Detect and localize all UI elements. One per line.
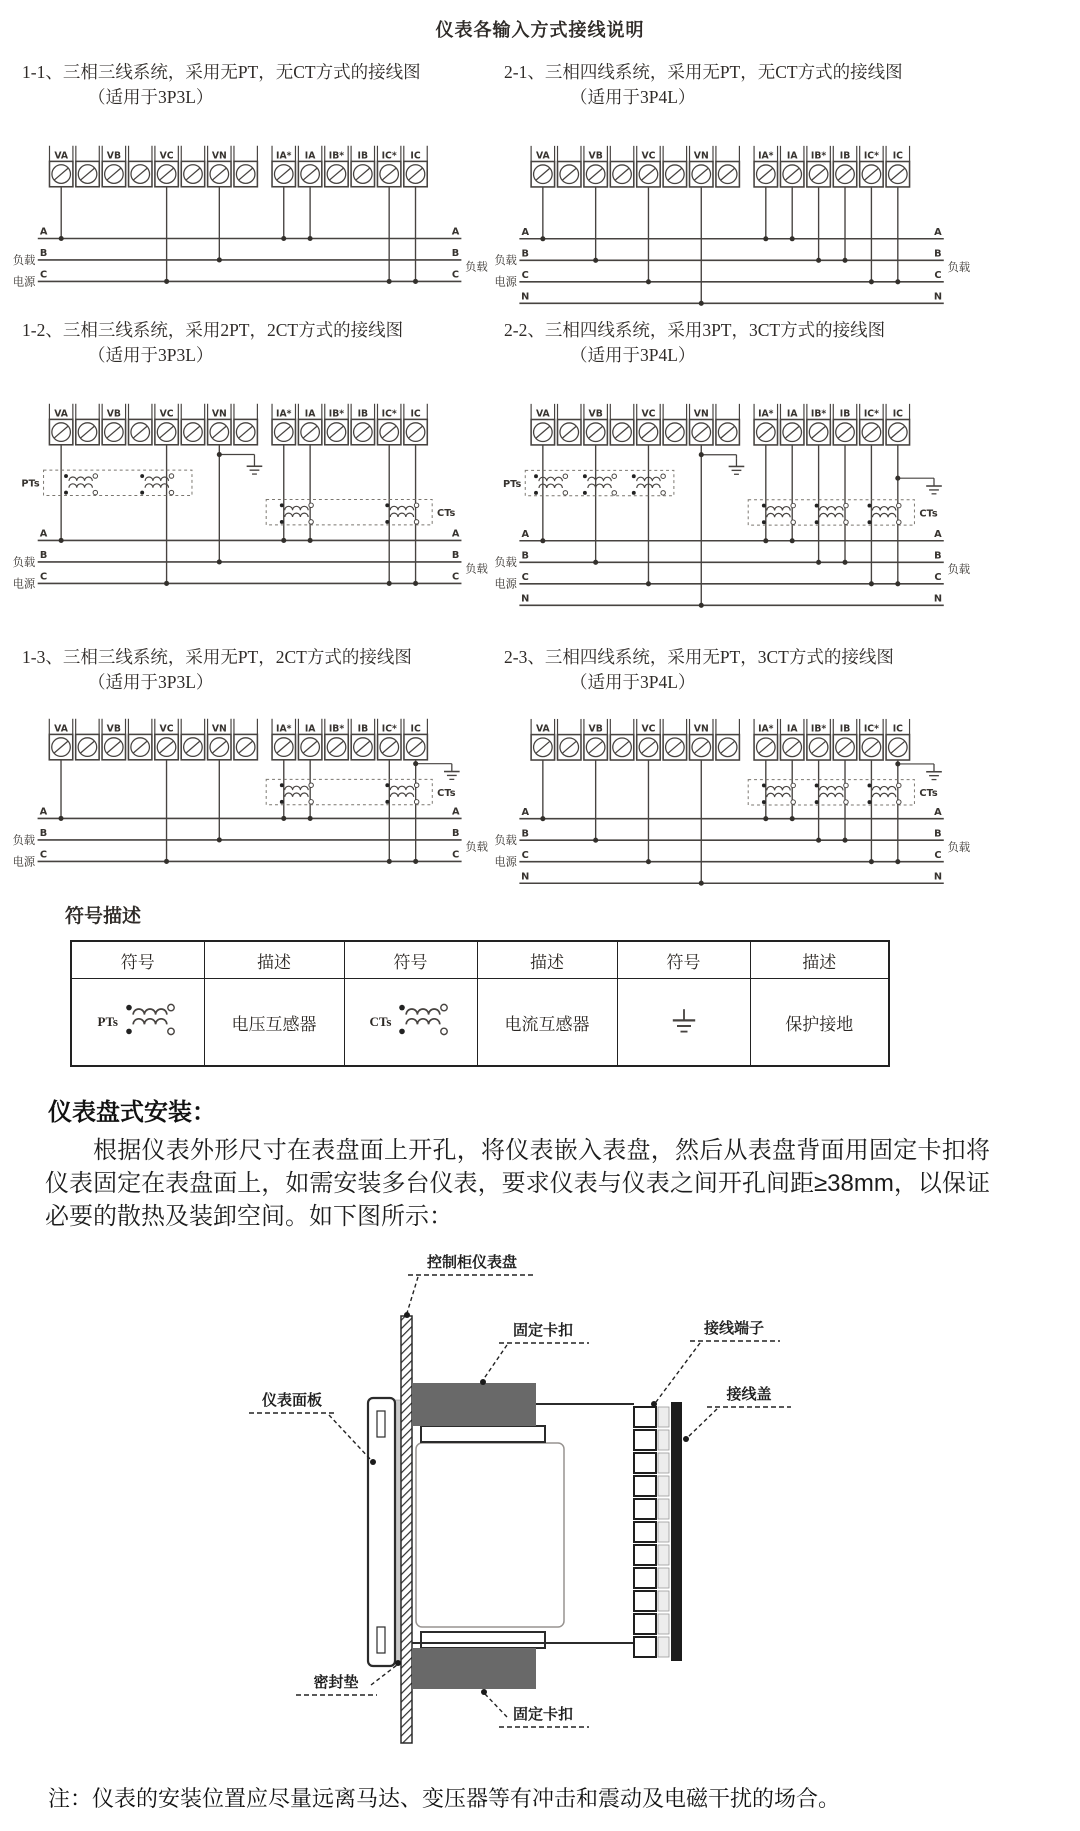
- svg-text:CTs: CTs: [437, 508, 456, 520]
- svg-text:负载: 负载: [494, 556, 517, 570]
- svg-text:IC*: IC*: [863, 408, 879, 420]
- svg-text:VC: VC: [641, 723, 656, 735]
- svg-text:C: C: [521, 849, 529, 861]
- svg-text:N: N: [521, 593, 530, 605]
- svg-text:IB*: IB*: [810, 150, 827, 162]
- svg-text:IA*: IA*: [276, 150, 292, 162]
- svg-text:IB*: IB*: [328, 408, 345, 420]
- wiring-diagram-2-3: [492, 709, 978, 901]
- diagram-title: 1-1、三相三线系统，采用无PT，无CT方式的接线图: [22, 62, 421, 82]
- svg-text:IA*: IA*: [758, 723, 774, 735]
- svg-text:A: A: [39, 226, 48, 238]
- svg-text:C: C: [452, 571, 460, 583]
- svg-text:IA*: IA*: [276, 723, 292, 735]
- svg-text:A: A: [451, 528, 460, 540]
- label-front-panel: [249, 1391, 376, 1465]
- diagram-title: 1-2、三相三线系统，采用2PT，2CT方式的接线图: [22, 320, 404, 340]
- svg-text:负载: 负载: [947, 840, 971, 854]
- svg-text:C: C: [40, 269, 48, 281]
- svg-text:负载: 负载: [494, 834, 517, 848]
- diagram-subtitle: （适用于3P4L）: [570, 672, 696, 692]
- svg-text:VC: VC: [159, 723, 174, 735]
- ct-symbol-label: CTs: [369, 1014, 392, 1029]
- svg-text:VN: VN: [693, 150, 709, 162]
- svg-text:VB: VB: [106, 408, 121, 420]
- svg-text:VN: VN: [693, 408, 709, 420]
- wiring-cover-bar: [671, 1402, 682, 1661]
- svg-text:电源: 电源: [494, 577, 517, 591]
- svg-text:B: B: [934, 248, 942, 260]
- symbol-section-heading: 符号描述: [65, 906, 142, 927]
- svg-text:B: B: [934, 550, 942, 562]
- svg-text:IA*: IA*: [758, 150, 774, 162]
- svg-text:A: A: [39, 528, 48, 540]
- svg-text:IC: IC: [892, 723, 903, 735]
- svg-text:IA: IA: [786, 723, 798, 735]
- terminal-blocks: [634, 1407, 669, 1657]
- svg-text:IB*: IB*: [328, 150, 345, 162]
- svg-text:A: A: [451, 806, 460, 818]
- diagram-title: 2-2、三相四线系统，采用3PT，3CT方式的接线图: [504, 320, 886, 340]
- svg-text:IC*: IC*: [863, 723, 879, 735]
- bottom-note: 注：仪表的安装位置应尽量远离马达、变压器等有冲击和震动及电磁干扰的场合。: [48, 1786, 841, 1811]
- svg-text:B: B: [451, 248, 460, 260]
- installation-drawing: [240, 1243, 800, 1753]
- label-fixing-clip-top: [480, 1321, 589, 1385]
- diagram-title: 2-1、三相四线系统，采用无PT，无CT方式的接线图: [504, 62, 903, 82]
- svg-text:A: A: [934, 806, 942, 818]
- col-header: 描述: [477, 941, 617, 979]
- svg-text:B: B: [521, 550, 529, 562]
- diagram-section-1-1: [10, 60, 496, 299]
- svg-text:IC: IC: [410, 150, 421, 162]
- svg-text:A: A: [521, 806, 530, 818]
- svg-text:IC: IC: [892, 150, 903, 162]
- symbol-table-row: [71, 979, 889, 1067]
- svg-text:IB: IB: [357, 150, 369, 162]
- svg-text:A: A: [934, 226, 942, 238]
- diagram-section-1-3: [10, 645, 496, 879]
- panel-board: [401, 1316, 412, 1743]
- pt-symbol-label: PTs: [97, 1014, 118, 1029]
- svg-text:C: C: [934, 269, 942, 281]
- meter-body: [416, 1443, 564, 1627]
- svg-text:N: N: [933, 871, 943, 883]
- svg-text:C: C: [521, 571, 529, 583]
- wiring-diagram-1-2: [10, 394, 496, 601]
- svg-text:VN: VN: [211, 408, 227, 420]
- col-header: 描述: [750, 941, 889, 979]
- svg-text:B: B: [39, 828, 48, 840]
- svg-text:IA*: IA*: [276, 408, 292, 420]
- svg-text:VC: VC: [159, 150, 174, 162]
- svg-text:负载: 负载: [465, 840, 488, 854]
- svg-text:IC: IC: [892, 408, 903, 420]
- svg-text:固定卡扣: 固定卡扣: [512, 1706, 574, 1723]
- svg-text:VA: VA: [54, 408, 68, 420]
- svg-text:VN: VN: [693, 723, 709, 735]
- svg-text:B: B: [451, 550, 460, 562]
- svg-text:VA: VA: [535, 150, 550, 162]
- svg-text:C: C: [451, 269, 460, 281]
- svg-text:B: B: [521, 248, 529, 260]
- fixing-clip-top: [412, 1383, 536, 1426]
- svg-text:N: N: [521, 871, 530, 883]
- svg-text:VB: VB: [588, 150, 603, 162]
- svg-text:N: N: [933, 593, 943, 605]
- svg-text:N: N: [521, 291, 530, 303]
- svg-text:IB: IB: [839, 723, 851, 735]
- ct-symbol-desc: 电流互感器: [477, 979, 617, 1067]
- fixing-clip-bottom: [412, 1648, 536, 1689]
- diagram-subtitle: （适用于3P4L）: [570, 87, 696, 107]
- svg-text:VC: VC: [159, 408, 174, 420]
- diagram-title: 2-3、三相四线系统，采用无PT，3CT方式的接线图: [504, 647, 894, 667]
- svg-text:B: B: [39, 550, 48, 562]
- svg-text:电源: 电源: [494, 855, 517, 869]
- ground-symbol-desc: 保护接地: [750, 979, 889, 1067]
- ground-icon: [656, 1005, 712, 1039]
- wiring-diagram-2-2: [492, 394, 978, 623]
- svg-text:接线端子: 接线端子: [703, 1320, 765, 1337]
- svg-text:IB: IB: [357, 408, 369, 420]
- label-fixing-clip-bottom: [481, 1689, 589, 1727]
- diagram-subtitle: （适用于3P4L）: [570, 345, 696, 365]
- svg-text:C: C: [934, 849, 942, 861]
- svg-text:CTs: CTs: [919, 788, 938, 800]
- svg-text:电源: 电源: [12, 275, 36, 289]
- svg-text:VC: VC: [641, 150, 656, 162]
- svg-text:控制柜仪表盘: 控制柜仪表盘: [426, 1254, 518, 1271]
- svg-text:IB: IB: [839, 408, 851, 420]
- svg-text:IA: IA: [786, 408, 798, 420]
- diagram-subtitle: （适用于3P3L）: [88, 672, 214, 692]
- label-cover: [683, 1385, 791, 1442]
- svg-text:VB: VB: [106, 723, 121, 735]
- svg-text:负载: 负载: [494, 254, 517, 268]
- installation-heading: 仪表盘式安装：: [48, 1099, 216, 1126]
- page-title: 仪表各输入方式接线说明: [435, 20, 645, 40]
- wiring-diagram-1-3: [10, 709, 496, 879]
- svg-text:负载: 负载: [12, 253, 36, 267]
- svg-text:VA: VA: [535, 723, 550, 735]
- svg-text:IA: IA: [304, 150, 316, 162]
- col-header: 描述: [204, 941, 344, 979]
- svg-text:A: A: [521, 226, 530, 238]
- diagram-section-2-1: [492, 60, 978, 321]
- svg-text:负载: 负载: [465, 260, 488, 274]
- col-header: 符号: [617, 941, 750, 979]
- diagram-subtitle: （适用于3P3L）: [88, 87, 214, 107]
- svg-text:C: C: [452, 849, 460, 861]
- svg-text:仪表面板: 仪表面板: [261, 1392, 323, 1409]
- svg-text:VB: VB: [588, 723, 603, 735]
- clip-slot-bottom: [421, 1632, 545, 1648]
- svg-text:IA: IA: [786, 150, 798, 162]
- svg-text:VB: VB: [588, 408, 603, 420]
- svg-text:IC*: IC*: [381, 408, 397, 420]
- svg-text:负载: 负载: [12, 833, 36, 847]
- svg-text:IB*: IB*: [810, 408, 827, 420]
- svg-text:C: C: [521, 269, 529, 281]
- svg-text:负载: 负载: [465, 562, 488, 576]
- svg-text:VB: VB: [106, 150, 122, 162]
- svg-text:PTs: PTs: [502, 478, 522, 490]
- svg-text:IC*: IC*: [381, 150, 397, 162]
- col-header: 符号: [344, 941, 477, 979]
- svg-text:B: B: [39, 248, 48, 260]
- svg-text:电源: 电源: [12, 577, 36, 591]
- svg-text:密封垫: 密封垫: [313, 1674, 359, 1691]
- svg-text:B: B: [934, 828, 942, 840]
- label-panel: [404, 1253, 536, 1318]
- svg-text:VA: VA: [54, 150, 69, 162]
- svg-text:CTs: CTs: [437, 787, 456, 799]
- svg-text:C: C: [934, 571, 942, 583]
- svg-text:C: C: [39, 571, 48, 583]
- svg-text:A: A: [451, 226, 460, 238]
- svg-text:IA: IA: [304, 408, 316, 420]
- front-panel-slot-bottom: [377, 1627, 385, 1653]
- clip-slot-top: [421, 1426, 545, 1442]
- meter-front-panel: [368, 1398, 395, 1666]
- svg-text:IC*: IC*: [381, 723, 397, 735]
- svg-text:PTs: PTs: [21, 478, 40, 490]
- pt-symbol-desc: 电压互感器: [204, 979, 344, 1067]
- svg-text:负载: 负载: [947, 563, 971, 577]
- svg-text:负载: 负载: [12, 555, 36, 569]
- svg-text:VN: VN: [211, 723, 227, 735]
- ct-transformer-icon: [395, 1002, 451, 1042]
- installation-paragraph: 根据仪表外形尺寸在表盘面上开孔，将仪表嵌入表盘，然后从表盘背面用固定卡扣将仪表固定在表盘面上，如需安装多台仪表，要求仪表与仪表之间开孔间距≥38mm，以保证必要的散热及装卸空间。如下图所示：: [45, 1137, 990, 1230]
- svg-text:B: B: [521, 828, 529, 840]
- pt-transformer-icon: [122, 1002, 178, 1042]
- svg-text:IB: IB: [357, 723, 369, 735]
- col-header: 符号: [71, 941, 204, 979]
- svg-text:IB*: IB*: [328, 723, 345, 735]
- svg-text:VN: VN: [211, 150, 227, 162]
- svg-text:接线盖: 接线盖: [726, 1386, 772, 1403]
- svg-text:IA: IA: [304, 723, 316, 735]
- front-panel-slot-top: [377, 1411, 385, 1437]
- svg-text:A: A: [39, 806, 48, 818]
- svg-text:电源: 电源: [494, 275, 517, 289]
- svg-text:IC: IC: [410, 408, 421, 420]
- diagram-subtitle: （适用于3P3L）: [88, 345, 214, 365]
- diagram-section-2-2: [492, 318, 978, 623]
- wiring-diagram-2-1: [492, 136, 978, 321]
- svg-text:A: A: [521, 528, 530, 540]
- svg-text:IB: IB: [839, 150, 851, 162]
- svg-text:负载: 负载: [947, 261, 971, 275]
- diagram-section-2-3: [492, 645, 978, 901]
- svg-text:电源: 电源: [12, 855, 36, 869]
- svg-text:VA: VA: [54, 723, 68, 735]
- svg-text:IC: IC: [410, 723, 421, 735]
- svg-text:A: A: [934, 528, 942, 540]
- symbol-table: [70, 940, 890, 1067]
- svg-text:B: B: [452, 828, 460, 840]
- symbol-table-header-row: [71, 941, 889, 979]
- svg-text:CTs: CTs: [919, 508, 938, 520]
- wiring-diagram-1-1: [10, 136, 496, 299]
- svg-text:IB*: IB*: [810, 723, 827, 735]
- svg-text:C: C: [39, 849, 48, 861]
- diagram-section-1-2: [10, 318, 496, 601]
- svg-text:N: N: [933, 291, 943, 303]
- diagram-title: 1-3、三相三线系统，采用无PT，2CT方式的接线图: [22, 647, 412, 667]
- svg-text:IA*: IA*: [758, 408, 774, 420]
- svg-text:VC: VC: [641, 408, 656, 420]
- svg-text:IC*: IC*: [863, 150, 879, 162]
- svg-text:VA: VA: [535, 408, 550, 420]
- svg-text:固定卡扣: 固定卡扣: [512, 1322, 574, 1339]
